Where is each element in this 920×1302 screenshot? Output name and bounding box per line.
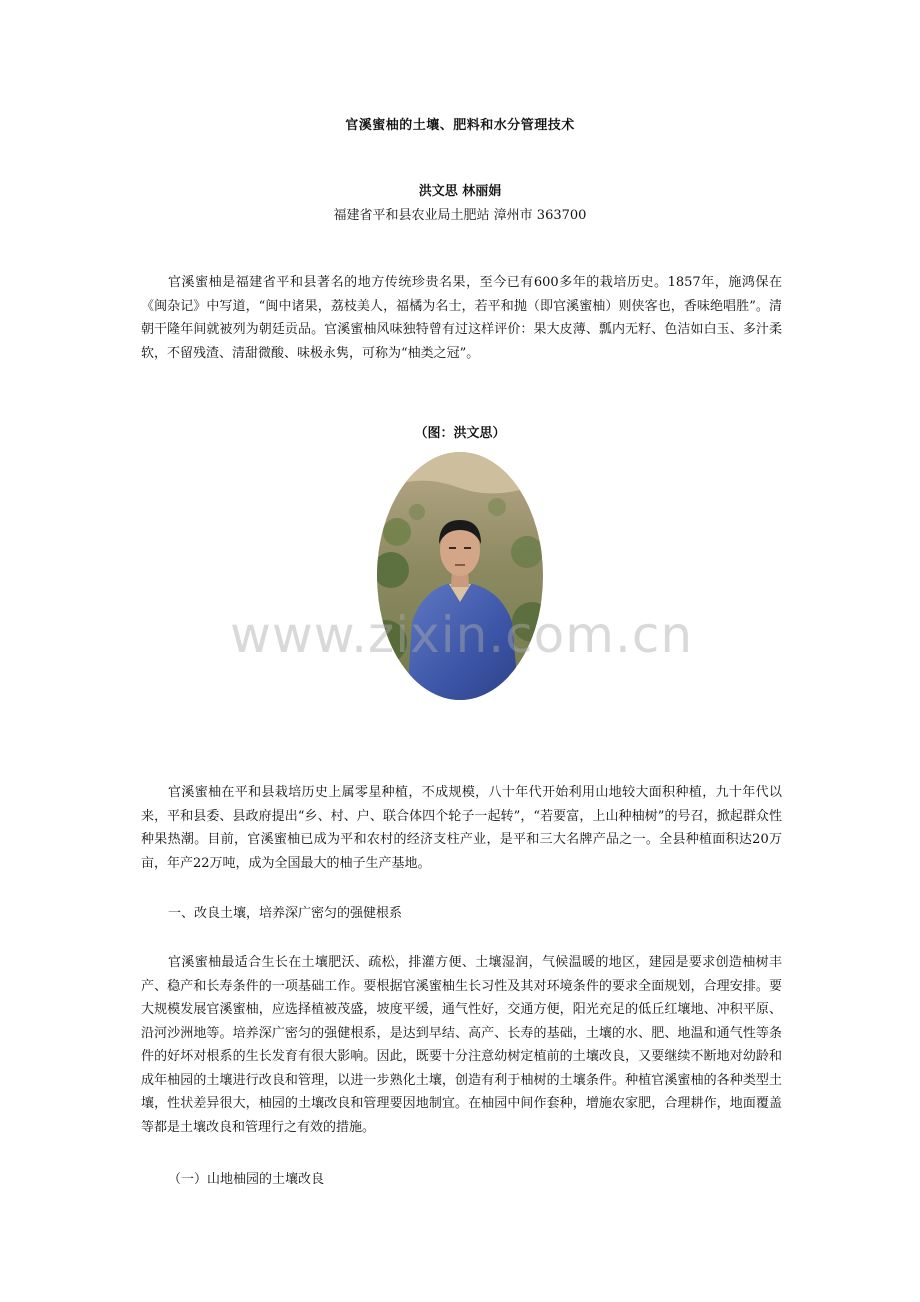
intro-paragraph: 官溪蜜柚是福建省平和县著名的地方传统珍贵名果，至今已有600多年的栽培历史。1857年，施鸿保在《闽杂记》中写道，“闽中诸果，荔枝美人，福橘为名士，若平和抛（即官溪蜜柚）则侠客也，香味绝唱胜”。清朝干隆年间就被列为朝廷贡品。官溪蜜柚风味独特曾有过这样评价：果大皮薄、瓢内无籽、色洁如白玉、多汁柔软，不留残渣、清甜微酸、味极永隽，可称为“柚类之冠”。 (141, 275, 782, 361)
section-heading-1: 一、改良土壤，培养深广密匀的强健根系 (168, 906, 403, 921)
author-affiliation: 福建省平和县农业局土肥站 漳州市 363700 (333, 208, 587, 223)
watermark-text: www.zixin.com.cn (230, 606, 694, 664)
subsection-heading-1: （一）山地柚园的土壤改良 (168, 1172, 325, 1187)
figure-caption: （图：洪文思） (414, 426, 506, 441)
article-title: 官溪蜜柚的土壤、肥料和水分管理技术 (345, 118, 575, 133)
article-authors: 洪文思 林丽娟 (418, 184, 502, 199)
author-portrait-photo (377, 452, 543, 700)
soil-paragraph: 官溪蜜柚最适合生长在土壤肥沃、疏松，排灌方便、土壤湿润，气候温暖的地区，建园是要求创造柚树丰产、稳产和长寿条件的一项基础工作。要根据官溪蜜柚生长习性及其对环境条件的要求全面规划，合理安排。要大规模发展官溪蜜柚，应选择植被茂盛，坡度平缓，通气性好，交通方便，阳光充足的低丘红壤地、冲积平原、沿河沙洲地等。培养深广密匀的强健根系，是达到早结、高产、长寿的基础，土壤的水、肥、地温和通气性等条件的好坏对根系的生长发育有很大影响。因此，既要十分注意幼树定植前的土壤改良，又要继续不断地对幼龄和成年柚园的土壤进行改良和管理，以进一步熟化土壤，创造有利于柚树的土壤条件。种植官溪蜜柚的各种类型土壤，性状差异很大，柚园的土壤改良和管理要因地制宜。在柚园中间作套种，增施农家肥，合理耕作，地面覆盖等都是土壤改良和管理行之有效的措施。 (141, 955, 782, 1135)
history-paragraph: 官溪蜜柚在平和县栽培历史上属零星种植，不成规模，八十年代开始利用山地较大面积种植，九十年代以来，平和县委、县政府提出“乡、村、户、联合体四个轮子一起转”，“若要富，上山种柚树”的号召，掀起群众性种果热潮。目前，官溪蜜柚已成为平和农村的经济支柱产业，是平和三大名牌产品之一。全县种植面积达20万亩，年产22万吨，成为全国最大的柚子生产基地。 (141, 785, 782, 871)
